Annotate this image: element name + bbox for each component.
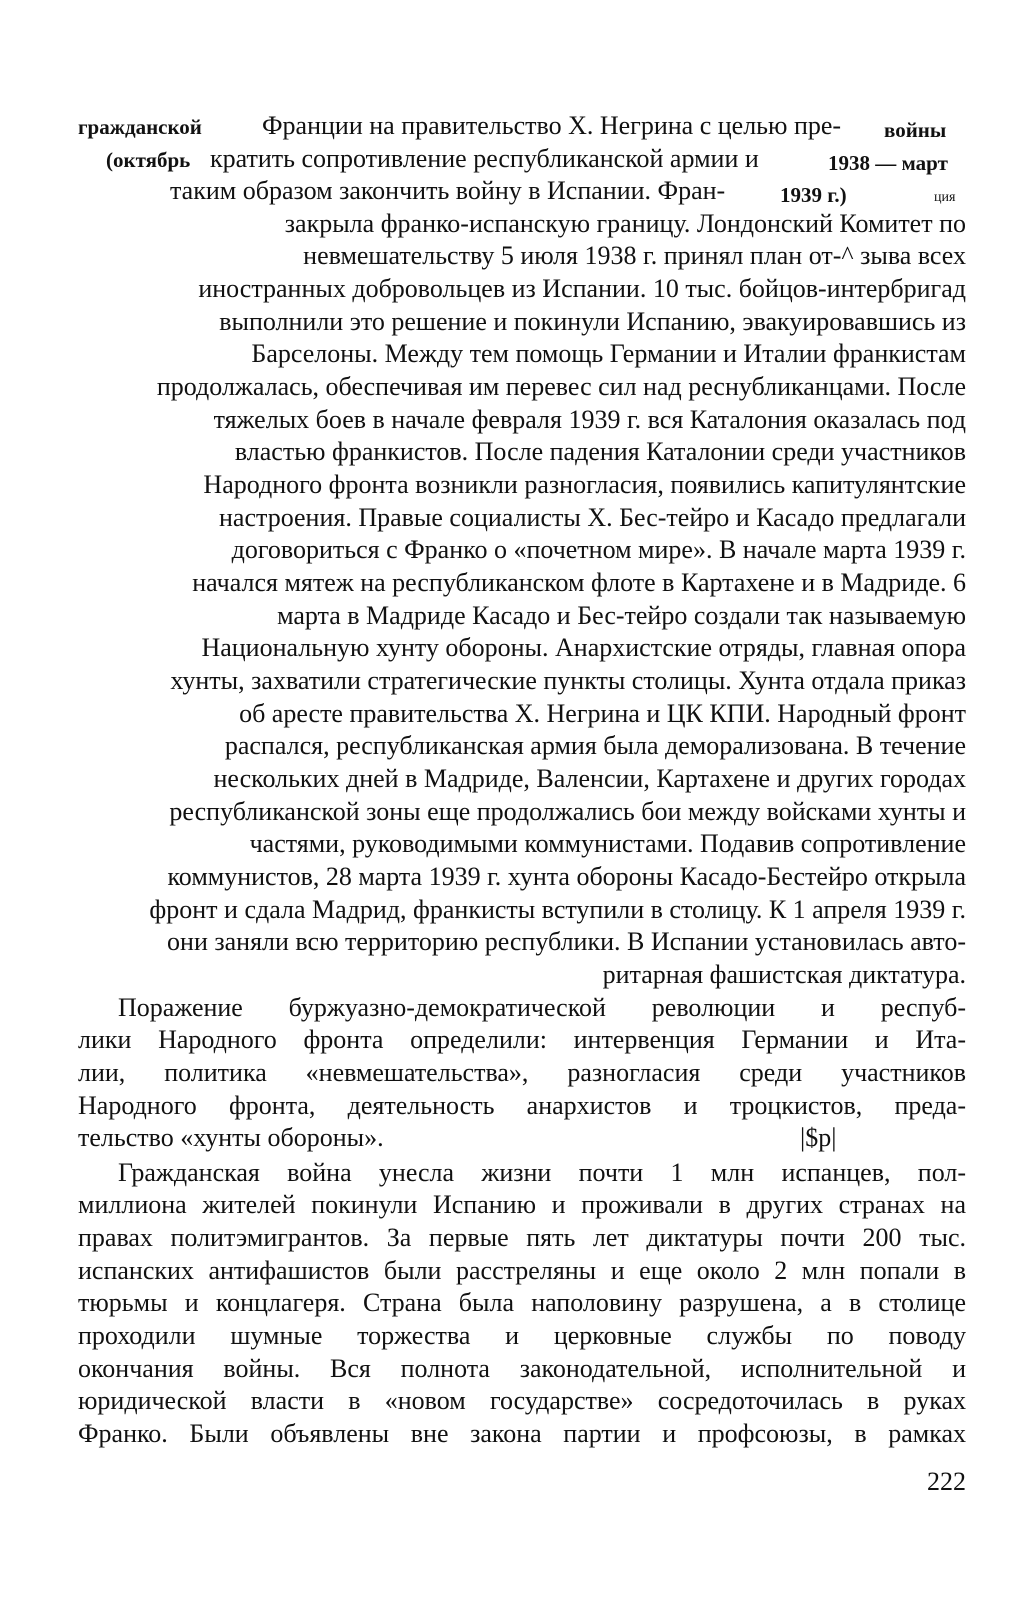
inline-marker: |$p| [800, 1123, 837, 1152]
margin-note-period: (октябрь [106, 148, 191, 172]
text-line-12: Народного фронта возникли разногласия, появились капитулянтские [203, 470, 966, 499]
text-line-3: таким образом закончить войну в Испании. Фран- [170, 176, 726, 205]
text-line-28: Поражение буржуазно-демократической революции и респуб- [118, 993, 966, 1022]
text-line-27: ритарная фашистская диктатура. [602, 960, 966, 989]
text-line-13: настроения. Правые социалисты X. Бес-тейро и Касадо предлагали [219, 503, 966, 532]
text-line-23: частями, руководимыми коммунистами. Подавив сопротивление [249, 829, 966, 858]
text-line-10: тяжелых боев в начале февраля 1939 г. вся Каталония оказалась под [213, 405, 966, 434]
text-line-8: Барселоны. Между тем помощь Германии и Италии франкистам [251, 339, 966, 368]
text-line-4: закрыла франко-испанскую границу. Лондонский Комитет по [284, 209, 966, 238]
text-line-20: распался, республиканская армия была деморализована. В течение [224, 731, 966, 760]
text-line-9: продолжалась, обеспечивая им перевес сил над реснубликанцами. После [156, 372, 966, 401]
text-line-5: невмешательству 5 июля 1938 г. принял план от-^ зыва всех [303, 241, 966, 270]
text-line-6: иностранных добровольцев из Испании. 10 тыс. бойцов-интербригад [198, 274, 966, 303]
text-line-17: Национальную хунту обороны. Анархистские отряды, главная опора [201, 633, 966, 662]
text-line-21: нескольких дней в Мадриде, Валенсии, Картахене и других городах [213, 764, 966, 793]
margin-note-1939: 1939 г.) [780, 183, 847, 207]
text-line-24: коммунистов, 28 марта 1939 г. хунта обороны Касадо-Бестейро открыла [167, 862, 966, 891]
text-line-26: они заняли всю территорию республики. В Испании установилась авто- [167, 927, 966, 956]
margin-note-war-end: войны [884, 118, 947, 142]
text-line-35: правах политэмигрантов. За первые пять лет диктатуры почти 200 тыс. [78, 1223, 966, 1252]
text-line-41: Франко. Были объявлены вне закона партии и профсоюзы, в рамках [78, 1419, 966, 1448]
text-line-16: марта в Мадриде Касадо и Бес-тейро создали так называемую [277, 601, 966, 630]
text-line-14: договориться с Франко о «почетном мире». В начале марта 1939 г. [231, 535, 966, 564]
text-line-38: проходили шумные торжества и церковные службы по поводу [78, 1321, 966, 1350]
text-line-22: республиканской зоны еще продолжались бои между войсками хунты и [169, 797, 966, 826]
text-line-37: тюрьмы и концлагеря. Страна была наполовину разрушена, а в столице [78, 1288, 966, 1317]
text-line-33: Гражданская война унесла жизни почти 1 млн испанцев, пол- [118, 1158, 966, 1187]
page-number: 222 [927, 1467, 966, 1496]
text-line-19: об аресте правительства X. Негрина и ЦК КПИ. Народный фронт [239, 699, 966, 728]
text-line-18: хунты, захватили стратегические пункты столицы. Хунта отдала приказ [170, 666, 966, 695]
margin-note-1938: 1938 — март [828, 151, 948, 175]
text-line-40: юридической власти в «новом государстве» сосредоточилась в руках [78, 1386, 966, 1415]
text-line-30: лии, политика «невмешательства», разногласия среди участников [78, 1058, 966, 1087]
text-line-1-body: Франции на правительство X. Негрина с целью пре- [262, 111, 842, 140]
text-line-39: окончания войны. Вся полнота законодательной, исполнительной и [78, 1354, 966, 1383]
margin-note-war: гражданской [78, 115, 202, 139]
text-line-31: Народного фронта, деятельность анархистов и троцкистов, преда- [78, 1091, 966, 1120]
text-line-15: начался мятеж на республиканском флоте в Картахене и в Мадриде. 6 [192, 568, 966, 597]
text-line-32: тельство «хунты обороны». [78, 1123, 384, 1152]
text-line-2: кратить сопротивление республиканской армии и [210, 144, 759, 173]
text-line-29: лики Народного фронта определили: интервенция Германии и Ита- [78, 1025, 966, 1054]
margin-note-tsiya: ция [934, 190, 956, 205]
text-line-36: испанских антифашистов были расстреляны и еще около 2 млн попали в [78, 1256, 966, 1285]
text-line-11: властью франкистов. После падения Каталонии среди участников [234, 437, 966, 466]
text-line-34: миллиона жителей покинули Испанию и проживали в других странах на [78, 1190, 966, 1219]
margin-note-war-end-box [884, 113, 968, 145]
text-line-25: фронт и сдала Мадрид, франкисты вступили в столицу. К 1 апреля 1939 г. [149, 895, 966, 924]
text-line-7: выполнили это решение и покинули Испанию, эвакуировавшись из [219, 307, 966, 336]
